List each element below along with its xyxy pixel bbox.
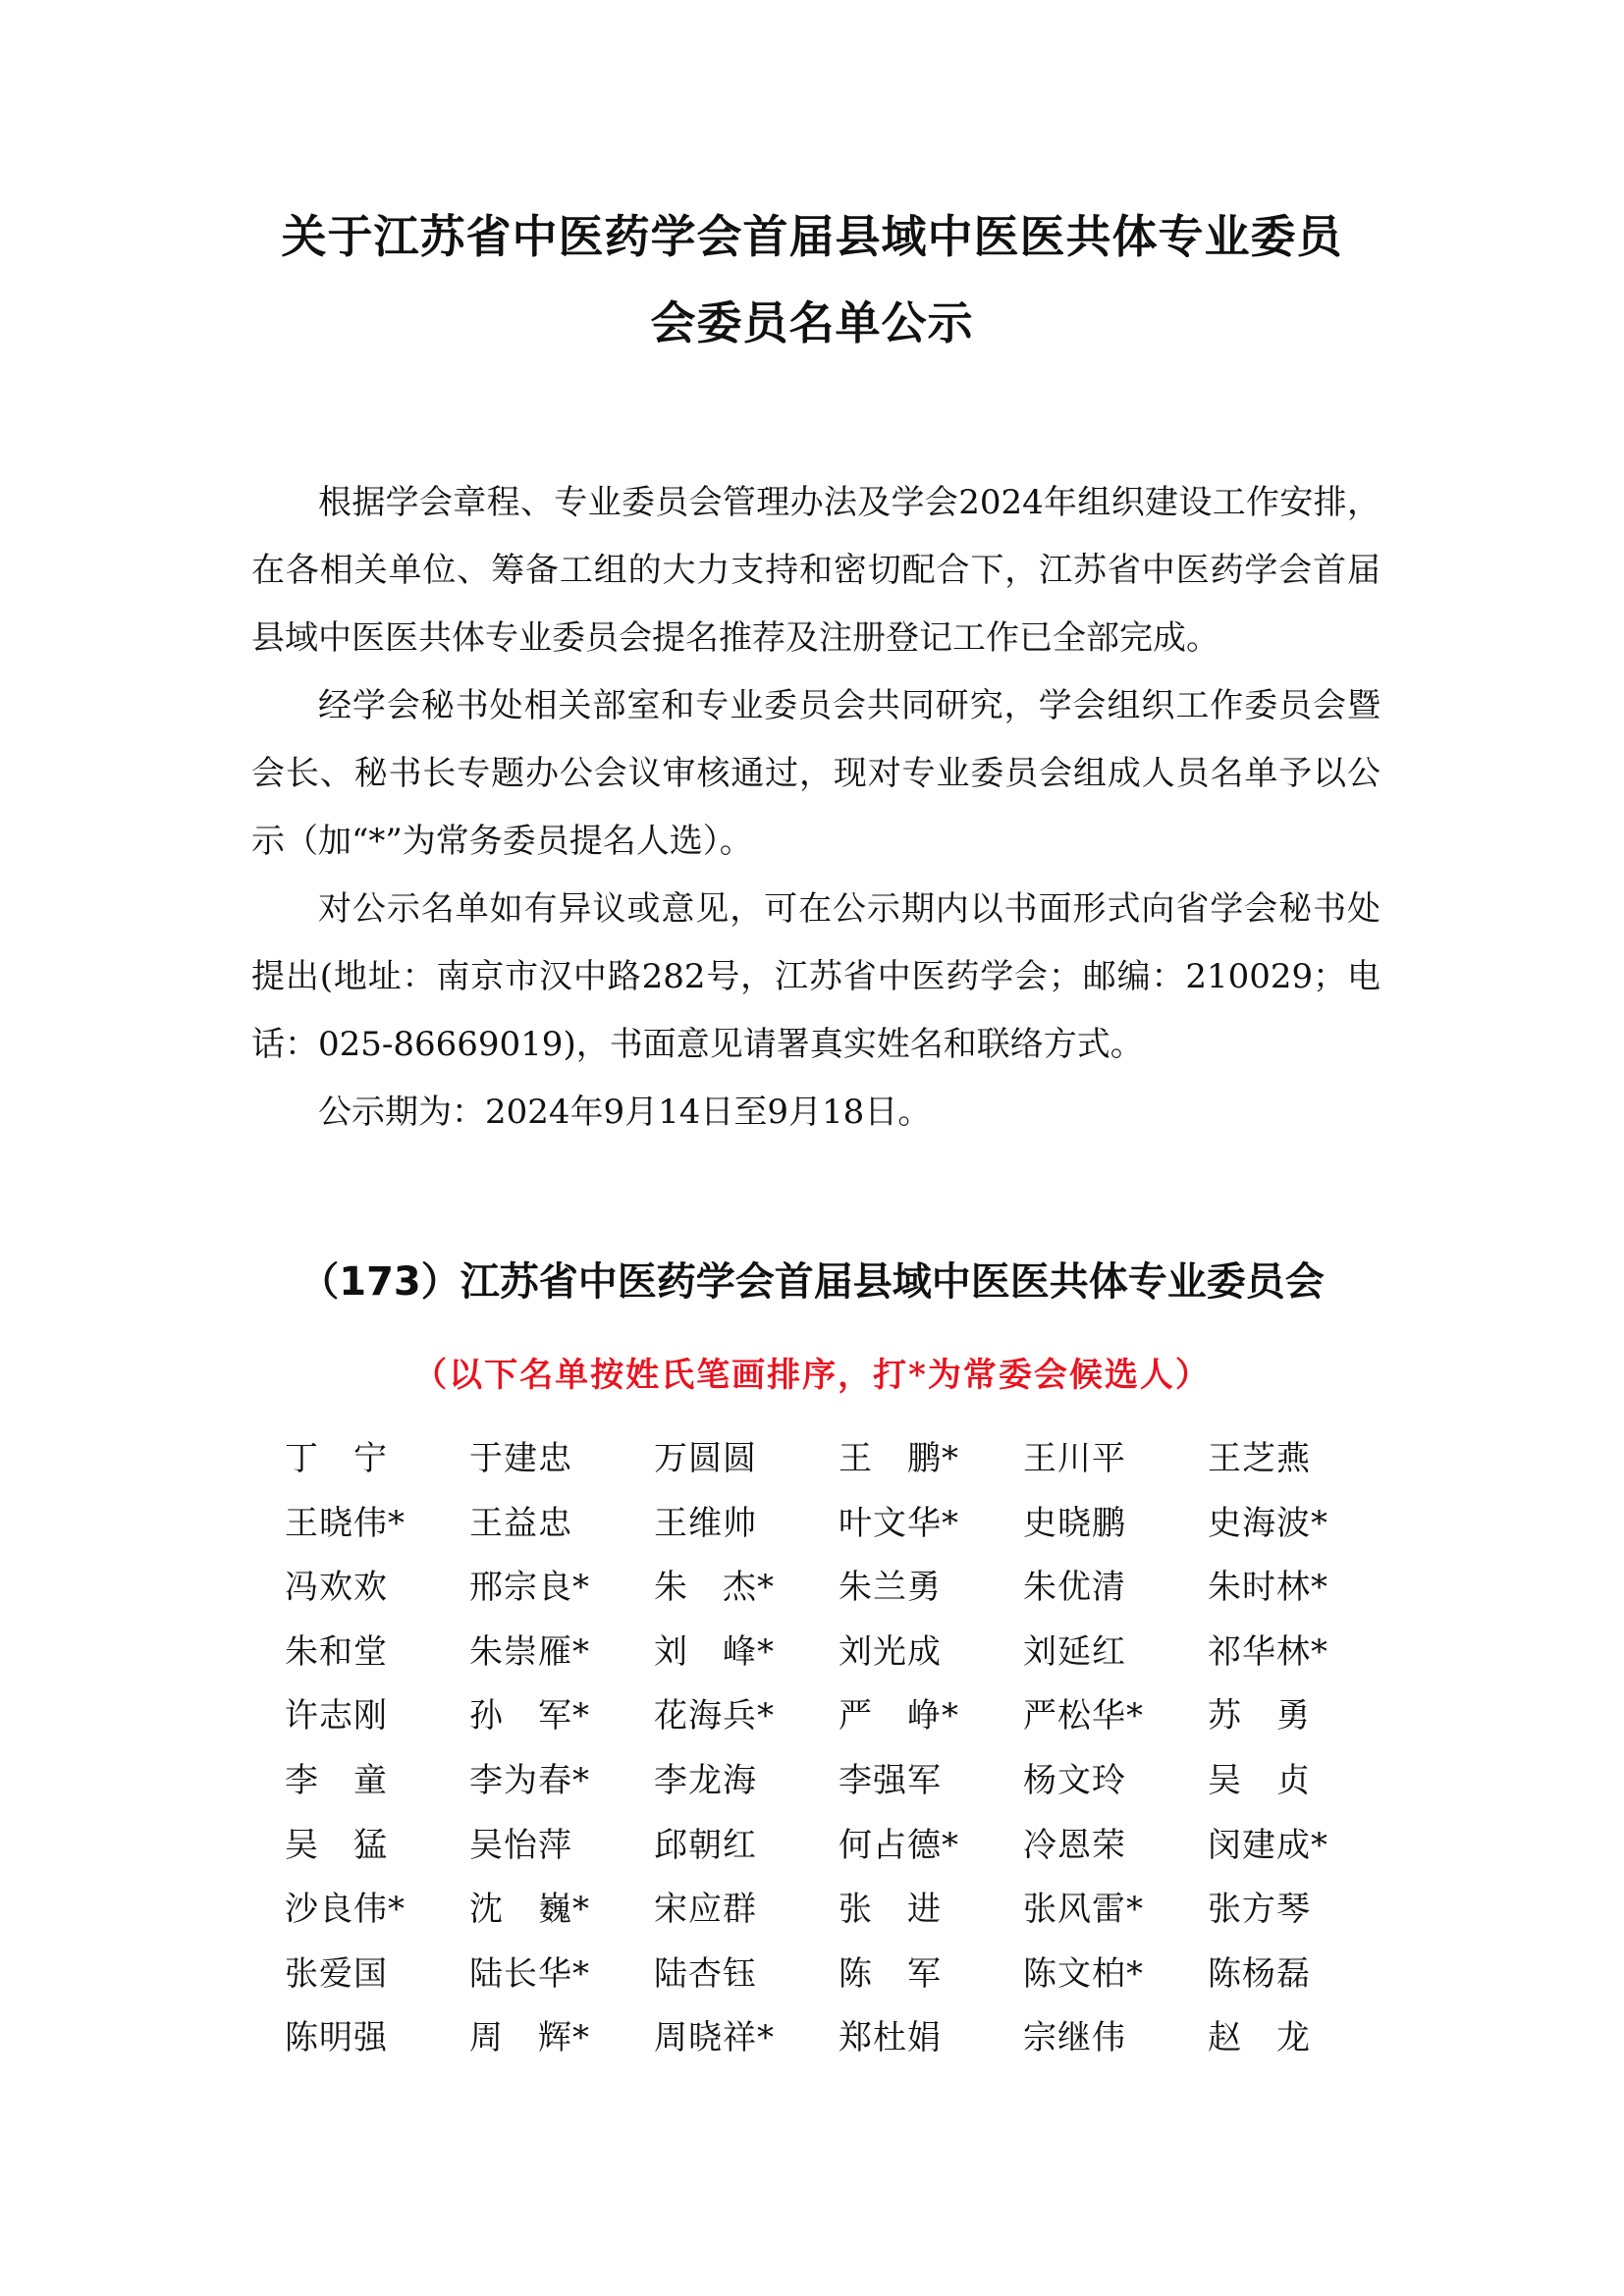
member-name: 朱优清 xyxy=(1023,1568,1126,1608)
member-name: 王晓伟* xyxy=(285,1503,406,1543)
member-name: 王川平 xyxy=(1023,1439,1126,1478)
member-name: 王益忠 xyxy=(469,1503,572,1543)
member-name: 沙良伟* xyxy=(285,1890,406,1930)
member-name: 陈明强 xyxy=(285,2018,388,2058)
member-name: 刘延红 xyxy=(1023,1631,1126,1672)
member-name: 朱时林* xyxy=(1208,1568,1328,1608)
member-name: 何占德* xyxy=(839,1825,959,1865)
member-name: 丁 宁 xyxy=(285,1439,388,1478)
member-name: 万圆圆 xyxy=(654,1439,757,1478)
member-name: 王 鹏* xyxy=(839,1439,959,1478)
member-name: 郑杜娟 xyxy=(839,2018,942,2058)
member-name: 陈杨磊 xyxy=(1208,1953,1311,1994)
member-name: 刘光成 xyxy=(839,1631,942,1672)
member-name: 于建忠 xyxy=(469,1439,572,1478)
member-name: 史晓鹏 xyxy=(1023,1503,1126,1543)
member-name: 李为春* xyxy=(469,1760,590,1800)
member-name: 朱崇雁* xyxy=(469,1631,590,1672)
member-name: 陈文柏* xyxy=(1023,1953,1144,1994)
member-name: 周 辉* xyxy=(469,2018,590,2058)
member-name: 王维帅 xyxy=(654,1503,757,1543)
member-name: 陆长华* xyxy=(469,1953,590,1994)
member-name: 祁华林* xyxy=(1208,1631,1328,1672)
body-text xyxy=(251,469,1380,1147)
document-title-line-1: 关于江苏省中医药学会首届县域中医医共体专业委员 xyxy=(281,210,1343,263)
member-name: 史海波* xyxy=(1208,1503,1328,1543)
member-name: 苏 勇 xyxy=(1208,1696,1311,1736)
member-name: 陆杏钰 xyxy=(654,1953,757,1994)
member-name: 沈 巍* xyxy=(469,1890,590,1930)
member-name: 李强军 xyxy=(839,1760,942,1800)
paragraph-intro: 根据学会章程、专业委员会管理办法及学会2024年组织建设工作安排，在各相关单位、筹备工组的大力支持和密切配合下，江苏省中医药学会首届县域中医医共体专业委员会提名推荐及注册登记工作已全部完成。 xyxy=(251,483,1380,658)
member-name: 王芝燕 xyxy=(1208,1439,1311,1478)
member-name: 孙 军* xyxy=(469,1696,590,1736)
member-name: 周晓祥* xyxy=(654,2018,775,2058)
member-name: 吴怡萍 xyxy=(469,1825,572,1865)
member-name: 吴 猛 xyxy=(285,1825,388,1865)
member-name: 李龙海 xyxy=(654,1760,757,1800)
member-name: 宋应群 xyxy=(654,1890,757,1930)
member-name: 宗继伟 xyxy=(1023,2018,1126,2058)
member-name: 杨文玲 xyxy=(1023,1760,1126,1800)
member-name: 朱兰勇 xyxy=(839,1568,942,1608)
member-name: 张 进 xyxy=(839,1890,942,1930)
member-name: 李 童 xyxy=(285,1760,388,1800)
member-name: 朱和堂 xyxy=(285,1631,388,1672)
member-name: 花海兵* xyxy=(654,1696,775,1736)
paragraph-review: 经学会秘书处相关部室和专业委员会共同研究，学会组织工作委员会暨会长、秘书长专题办公会议审核通过，现对专业委员会组成人员名单予以公示（加“*”为常务委员提名人选）。 xyxy=(251,686,1380,861)
committee-heading: （173）江苏省中医药学会首届县域中医医共体专业委员会 xyxy=(299,1259,1325,1305)
member-name-list xyxy=(285,1431,1392,2075)
member-name: 冯欢欢 xyxy=(285,1568,388,1608)
member-name: 赵 龙 xyxy=(1208,2018,1311,2058)
member-name: 严 峥* xyxy=(839,1696,959,1736)
member-name: 冷恩荣 xyxy=(1023,1825,1126,1865)
member-name: 朱 杰* xyxy=(654,1568,775,1608)
member-name: 刘 峰* xyxy=(654,1631,775,1672)
member-name: 严松华* xyxy=(1023,1696,1144,1736)
member-name: 张爱国 xyxy=(285,1953,388,1994)
member-name: 许志刚 xyxy=(285,1696,388,1736)
paragraph-objection-contact: 对公示名单如有异议或意见，可在公示期内以书面形式向省学会秘书处提出(地址：南京市汉中路282号，江苏省中医药学会；邮编：210029；电话：025-86669019)，书面意见请署真实姓名和联络方式。 xyxy=(251,889,1380,1064)
member-name: 张方琴 xyxy=(1208,1890,1311,1930)
list-note: （以下名单按姓氏笔画排序，打*为常委会候选人） xyxy=(413,1356,1211,1395)
paragraph-publicity-period: 公示期为：2024年9月14日至9月18日。 xyxy=(318,1093,932,1132)
member-name: 邢宗良* xyxy=(469,1568,590,1608)
member-name: 张风雷* xyxy=(1023,1890,1144,1930)
member-name: 邱朝红 xyxy=(654,1825,757,1865)
member-name: 闵建成* xyxy=(1208,1825,1328,1865)
member-name: 叶文华* xyxy=(839,1503,959,1543)
member-name: 吴 贞 xyxy=(1208,1760,1311,1800)
document-title-line-2: 会委员名单公示 xyxy=(650,296,974,349)
member-name: 陈 军 xyxy=(839,1953,942,1994)
